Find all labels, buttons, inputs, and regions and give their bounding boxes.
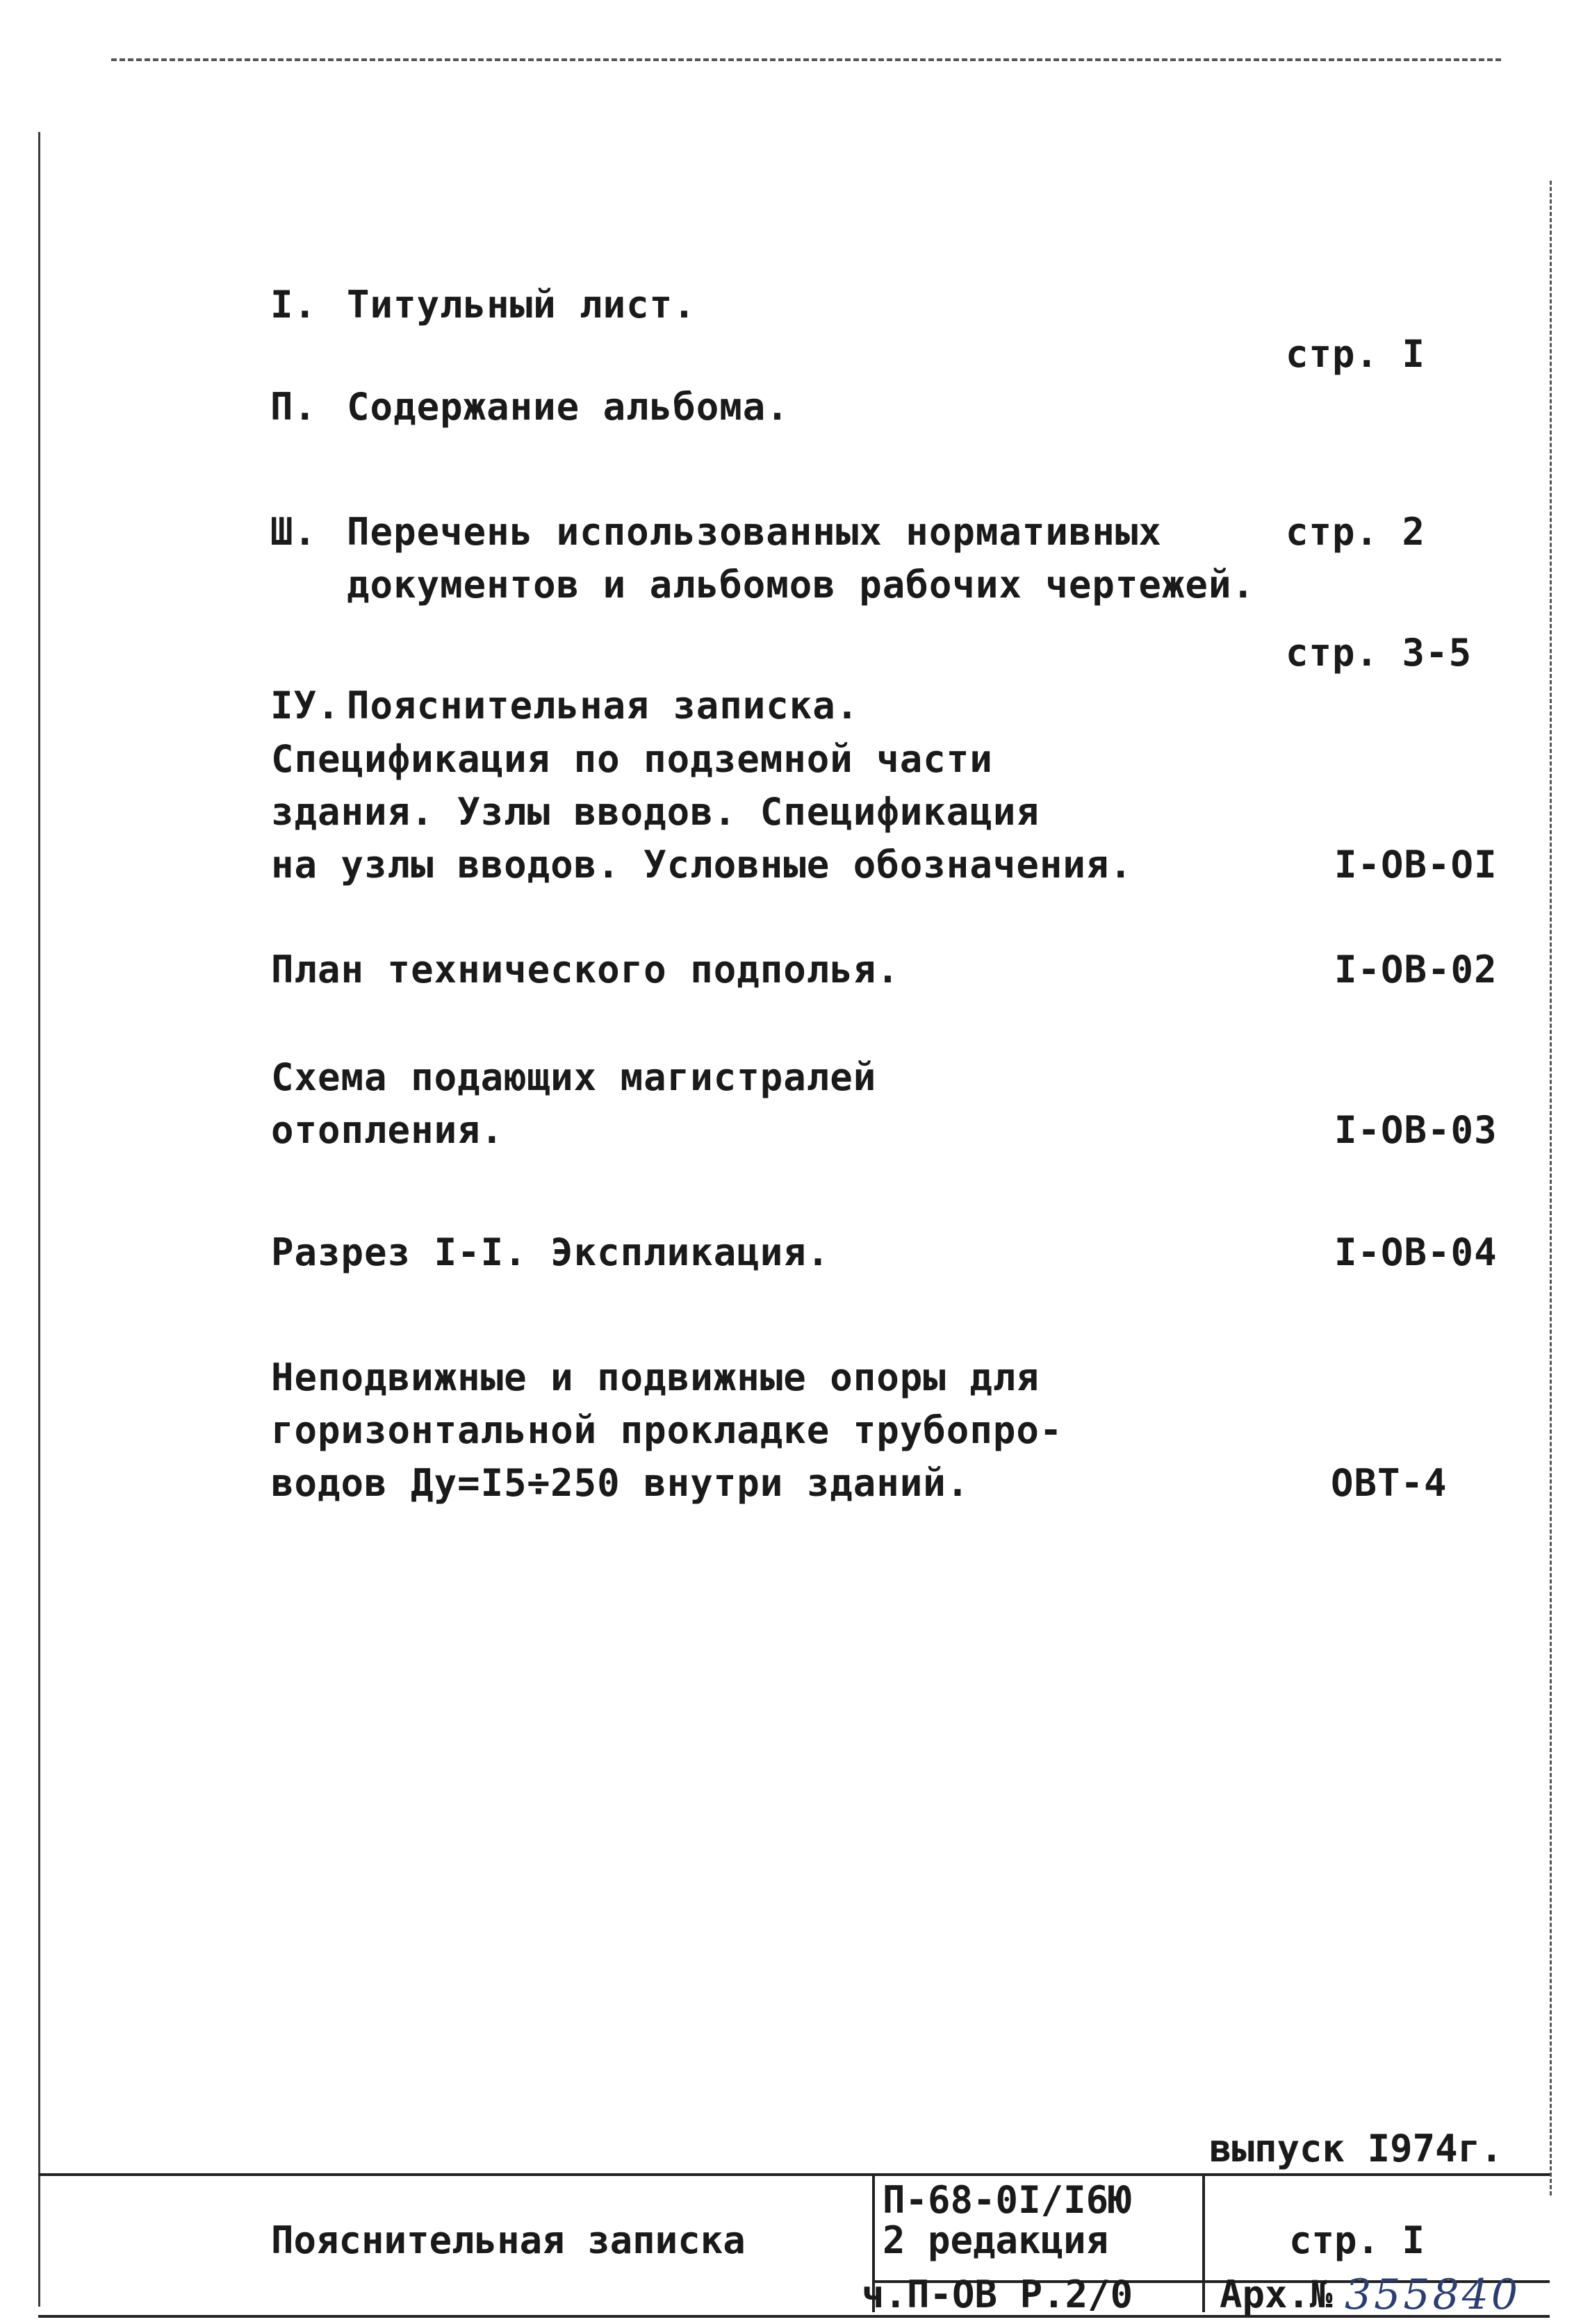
left-border-line	[38, 132, 40, 2307]
drawing-ref: I-OB-OI	[1334, 843, 1498, 887]
right-border-line	[1550, 181, 1552, 2195]
drawing-ref: I-OB-04	[1334, 1230, 1498, 1274]
title-block-edition: 2 редакция	[883, 2218, 1109, 2262]
title-block-archive-label: Арх.№	[1220, 2273, 1333, 2316]
item-numeral: П.	[270, 385, 318, 429]
drawing-ref: I-OB-02	[1334, 948, 1498, 991]
item-title: Содержание альбома.	[347, 385, 789, 429]
top-border-line	[111, 58, 1501, 61]
item-numeral: Ш.	[270, 510, 318, 554]
drawing-entry-section: Разрез I-I. Экспликация.	[271, 1230, 830, 1274]
title-block	[38, 2173, 1550, 2318]
item-title: Титульный лист.	[347, 283, 696, 327]
title-block-code: П-68-0I/I6Ю	[883, 2178, 1131, 2222]
title-block-divider	[1202, 2176, 1205, 2312]
title-block-part: ч.П-ОВ Р.2/0	[862, 2273, 1133, 2316]
title-block-page: стр. I	[1289, 2218, 1425, 2262]
item-title: Пояснительная записка.	[347, 684, 860, 727]
drawing-entry-supply-mains: Схема подающих магистралей отопления.	[271, 1055, 877, 1152]
drawing-entry-basement-plan: План технического подполья.	[271, 948, 900, 991]
item-page-ref: стр. I	[1286, 332, 1426, 376]
item-numeral: IУ.	[270, 684, 341, 727]
item-title-line-1: Перечень использованных нормативных	[347, 510, 1162, 554]
item-numeral: I.	[270, 283, 318, 327]
issue-year: выпуск I974г.	[1209, 2127, 1503, 2170]
item-title-line-2: документов и альбомов рабочих чертежей.	[347, 563, 1255, 607]
item-page-ref: стр. 2	[1286, 510, 1426, 554]
drawing-entry-pipe-supports: Неподвижные и подвижные опоры для горизонтальной прокладке трубопро- водов Ду=I5÷250 внутри зданий.	[271, 1355, 1063, 1505]
item-page-ref: стр. 3-5	[1286, 631, 1473, 675]
drawing-ref: ОВТ-4	[1331, 1461, 1448, 1505]
title-block-document-name: Пояснительная записка	[271, 2218, 746, 2262]
archive-number-handwritten: 355840	[1345, 2271, 1521, 2319]
drawing-ref: I-OB-03	[1334, 1108, 1498, 1152]
drawing-entry-specification: Спецификация по подземной части здания. Узлы вводов. Спецификация на узлы вводов. Условные обозначения.	[271, 737, 1133, 887]
